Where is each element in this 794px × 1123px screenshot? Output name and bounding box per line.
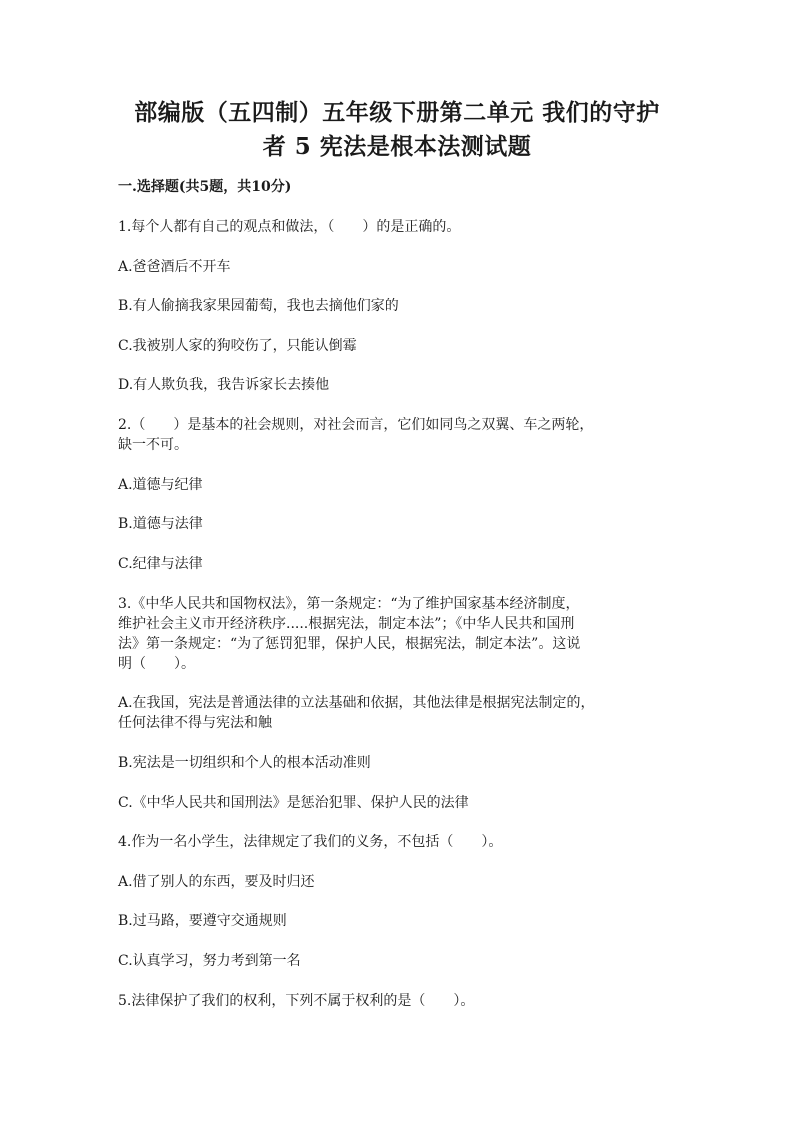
- question-4-option-b: B.过马路，要遵守交通规则: [118, 913, 287, 929]
- question-2-option-c: C.纪律与法律: [118, 556, 203, 572]
- question-1-option-c: C.我被别人家的狗咬伤了，只能认倒霉: [118, 338, 357, 354]
- question-2-stem-line-2: 缺一不可。: [118, 437, 188, 453]
- question-2-option-b: B.道德与法律: [118, 516, 203, 532]
- question-4-option-c: C.认真学习，努力考到第一名: [118, 953, 301, 969]
- question-3-stem-line-4: 明（ ）。: [118, 656, 195, 672]
- question-3-stem-line-3: 法》第一条规定：“为了惩罚犯罪，保护人民，根据宪法，制定本法”。这说: [118, 636, 581, 652]
- page-title-line-1: 部编版（五四制）五年级下册第二单元 我们的守护: [134, 99, 660, 126]
- question-2-stem-line-1: 2.（ ）是基本的社会规则，对社会而言，它们如同鸟之双翼、车之两轮，: [118, 417, 594, 433]
- question-1-option-a: A.爸爸酒后不开车: [118, 259, 231, 275]
- question-3-option-a-line-2: 任何法律不得与宪法和触: [118, 715, 272, 731]
- question-1-stem: 1.每个人都有自己的观点和做法，（ ）的是正确的。: [118, 219, 461, 235]
- section-heading: 一.选择题(共5题，共10分): [118, 179, 292, 195]
- question-3-option-c: C.《中华人民共和国刑法》是惩治犯罪、保护人民的法律: [118, 795, 469, 811]
- question-3-option-b: B.宪法是一切组织和个人的根本活动准则: [118, 755, 371, 771]
- question-1-option-d: D.有人欺负我，我告诉家长去揍他: [118, 377, 330, 393]
- question-2-option-a: A.道德与纪律: [118, 477, 203, 493]
- question-3-stem-line-2: 维护社会主义市开经济秩序.....根据宪法，制定本法”；《中华人民共和国刑: [118, 616, 575, 632]
- question-1-option-b: B.有人偷摘我家果园葡萄，我也去摘他们家的: [118, 298, 399, 314]
- question-4-stem: 4.作为一名小学生，法律规定了我们的义务，不包括（ ）。: [118, 834, 503, 850]
- page-title-line-2: 者 5 宪法是根本法测试题: [262, 133, 532, 160]
- question-4-option-a: A.借了别人的东西，要及时归还: [118, 874, 315, 890]
- question-3-stem-line-1: 3.《中华人民共和国物权法》，第一条规定：“为了维护国家基本经济制度，: [118, 596, 580, 612]
- question-5-stem: 5.法律保护了我们的权利，下列不属于权利的是（ ）。: [118, 993, 475, 1009]
- question-3-option-a-line-1: A.在我国，宪法是普通法律的立法基础和依据，其他法律是根据宪法制定的，: [118, 695, 595, 711]
